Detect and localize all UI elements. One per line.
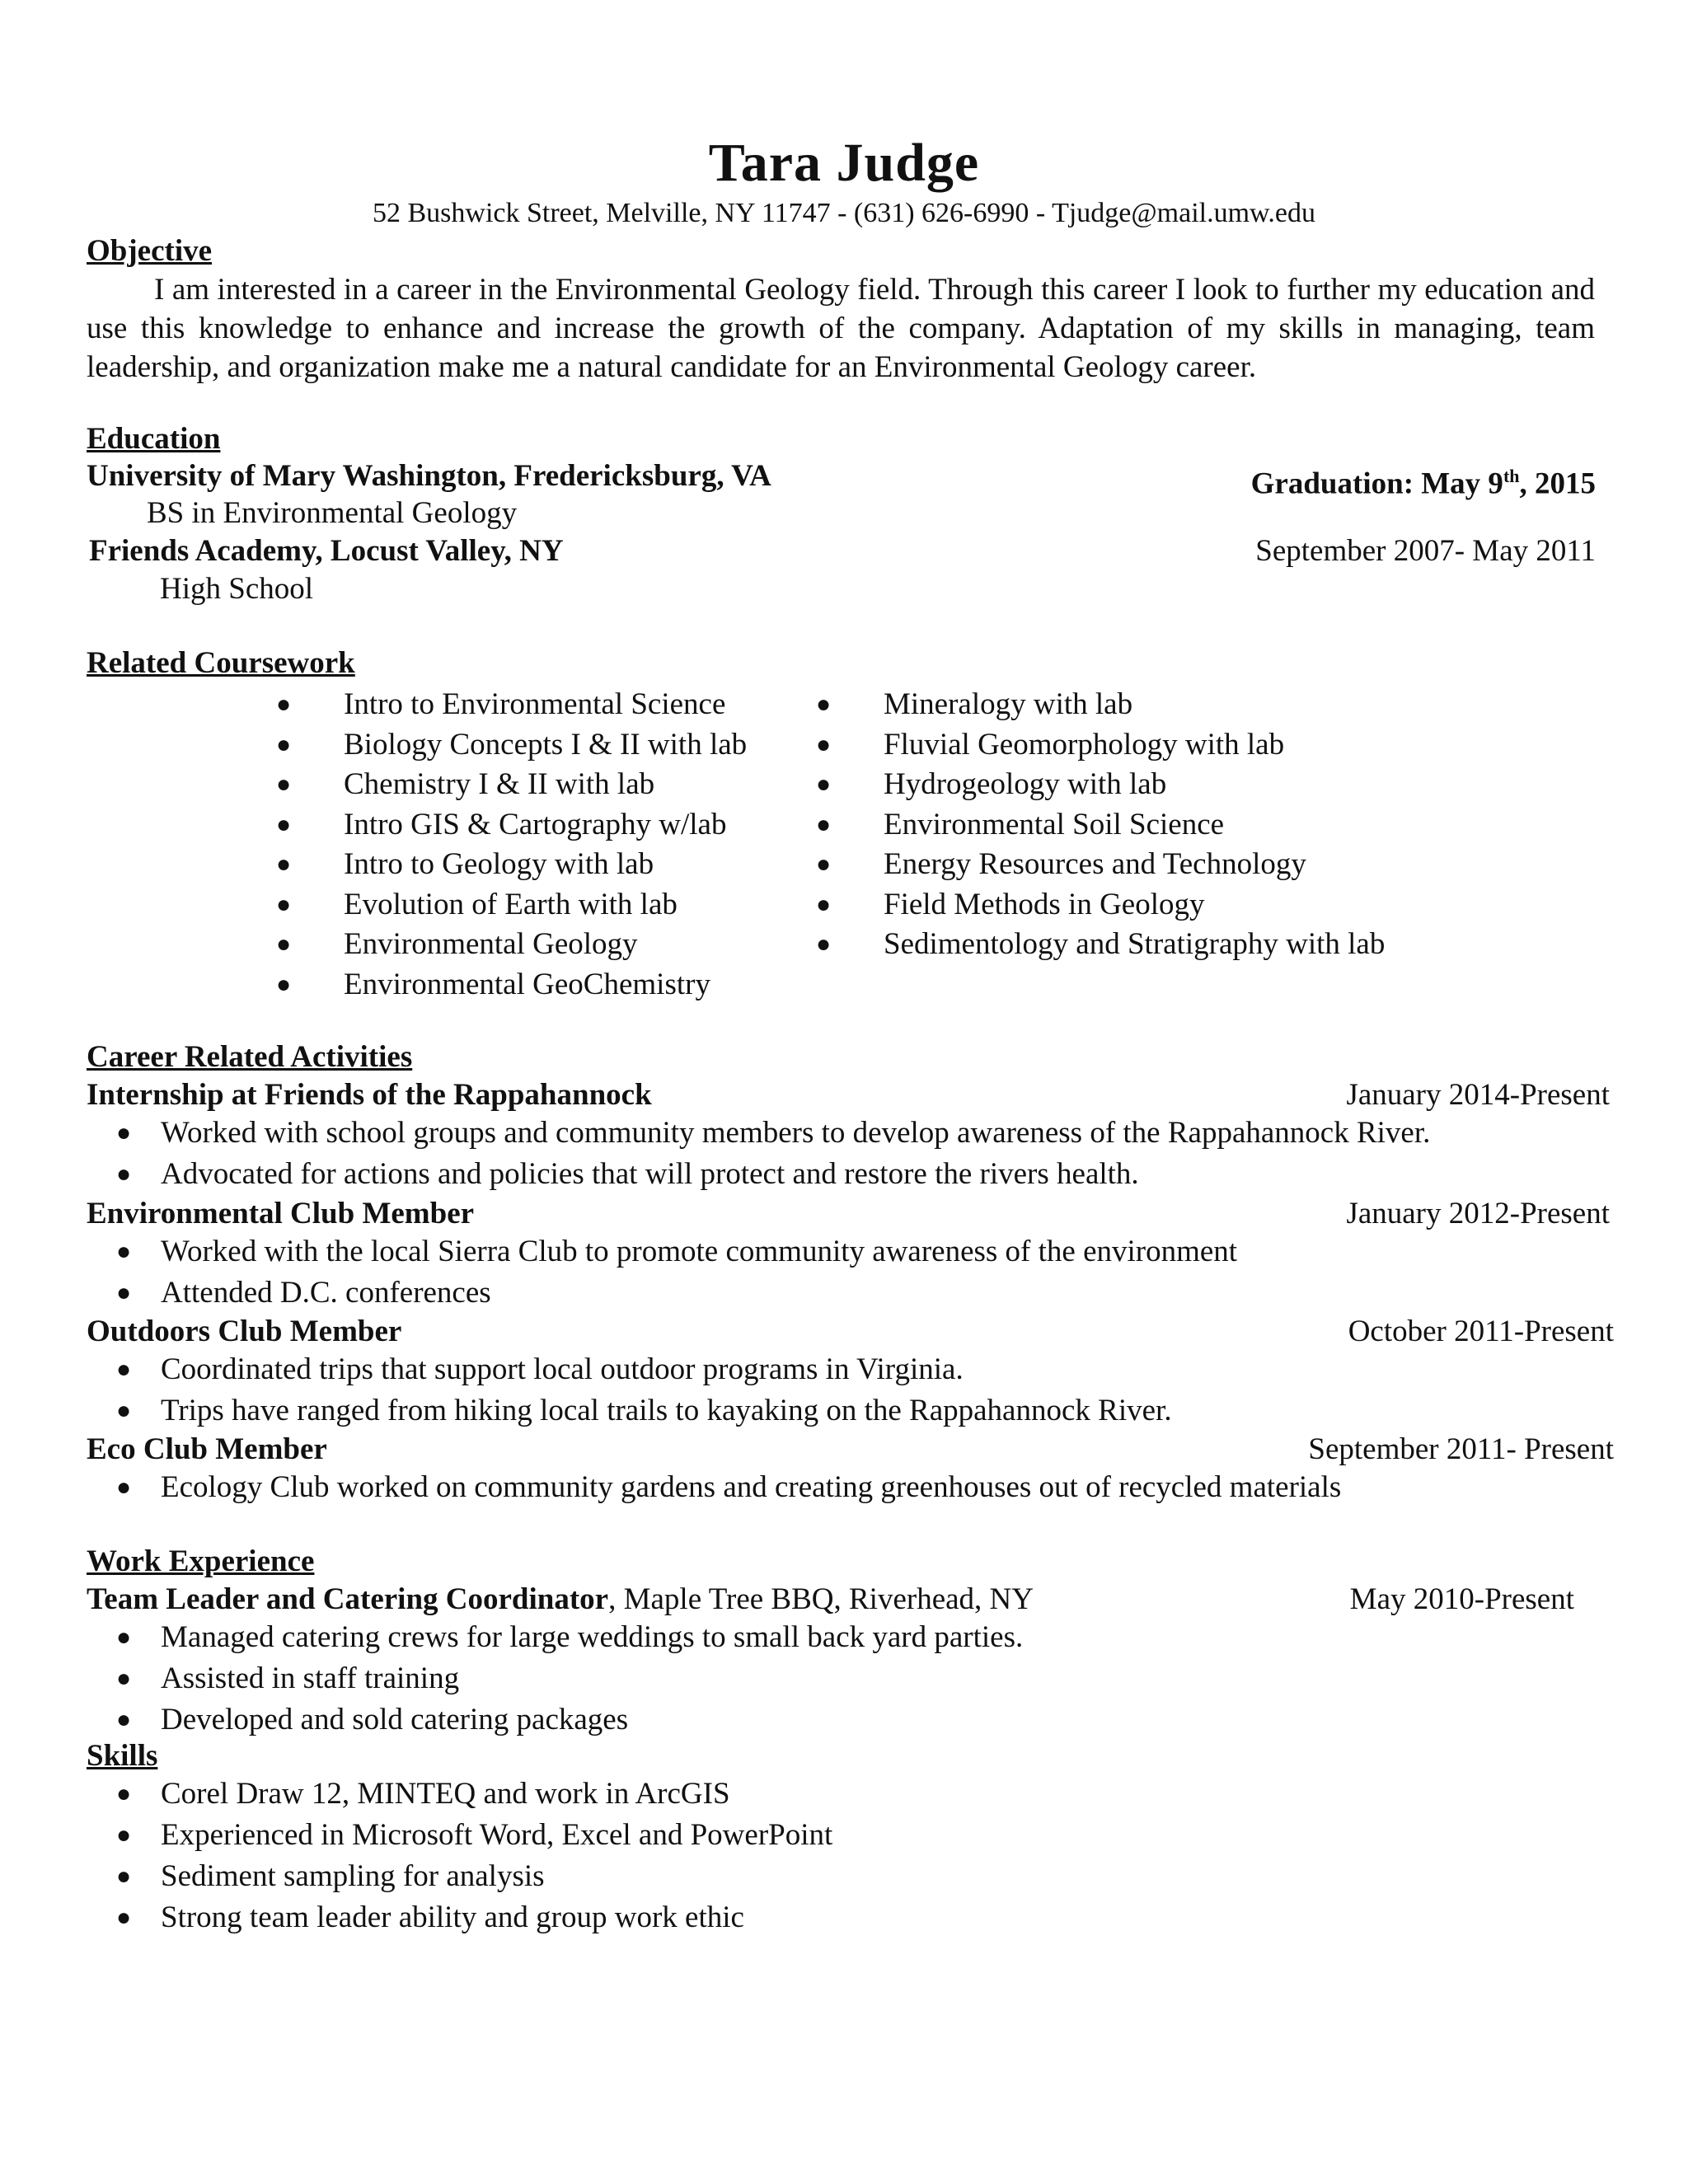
school-2: Friends Academy, Locust Valley, NY <box>89 534 564 568</box>
list-item: ● Hydrogeology with lab <box>884 764 1385 804</box>
work-heading: Work Experience <box>87 1544 315 1578</box>
bullet-icon: ● <box>276 691 292 718</box>
bullet-icon: ● <box>276 810 292 838</box>
coursework-right-list <box>816 684 1386 964</box>
list-item: ● Intro to Geology with lab <box>344 844 747 884</box>
list-item: ● Assisted in staff training <box>87 1658 1023 1699</box>
activity-bullets <box>87 1467 1341 1508</box>
objective-text: I am interested in a career in the Environmental Geology field. Through this career I look to further my education and use this knowledge to enhance and increase the growth of the company. Adaptation of my skills in managing, team leadership, and organization make me a natural candidate for an Environmental Geology career. <box>87 273 1595 384</box>
bullet-icon: ● <box>116 1780 132 1807</box>
activity-title: Internship at Friends of the Rappahannock <box>87 1078 652 1112</box>
degree-2: High School <box>160 572 314 606</box>
bullet-icon: ● <box>116 1665 132 1692</box>
activity-bullets <box>87 1349 1172 1432</box>
bullet-icon: ● <box>116 1397 132 1424</box>
bullet-icon: ● <box>116 1238 132 1265</box>
list-item: ● Field Methods in Geology <box>884 884 1385 925</box>
activity-dates: January 2014-Present <box>1346 1078 1610 1112</box>
bullet-icon: ● <box>116 1821 132 1849</box>
work-position <box>87 1581 1034 1619</box>
work-title: Team Leader and Catering Coordinator <box>87 1582 609 1616</box>
bullet-icon: ● <box>276 930 292 958</box>
bullet-icon: ● <box>116 1904 132 1931</box>
list-item: ● Worked with school groups and community members to develop awareness of the Rappahannock River. <box>87 1113 1430 1154</box>
work-dates: May 2010-Present <box>1349 1582 1574 1616</box>
list-item: ● Sedimentology and Stratigraphy with lab <box>884 924 1385 964</box>
activity-bullets <box>87 1113 1430 1195</box>
activity-title: Eco Club Member <box>87 1432 327 1466</box>
list-item: ● Intro to Environmental Science <box>344 684 747 724</box>
graduation-prefix: Graduation: May 9 <box>1250 466 1503 501</box>
activity-dates: September 2011- Present <box>1308 1432 1614 1466</box>
list-item: ● Environmental Soil Science <box>884 804 1385 845</box>
coursework-left-list <box>276 684 748 1004</box>
list-item: ● Intro GIS & Cartography w/lab <box>344 804 747 845</box>
list-item: ● Attended D.C. conferences <box>87 1272 1237 1314</box>
bullet-icon: ● <box>276 890 292 918</box>
bullet-icon: ● <box>116 1706 132 1733</box>
graduation-suffix: , 2015 <box>1519 466 1596 501</box>
list-item: ● Developed and sold catering packages <box>87 1699 1023 1741</box>
work-bullets <box>87 1617 1023 1741</box>
list-item: ● Sediment sampling for analysis <box>87 1856 832 1897</box>
list-item: ● Environmental Geology <box>344 924 747 964</box>
bullet-icon: ● <box>816 691 832 718</box>
bullet-icon: ● <box>116 1279 132 1306</box>
bullet-icon: ● <box>116 1160 132 1188</box>
list-item: ● Fluvial Geomorphology with lab <box>884 724 1385 765</box>
bullet-icon: ● <box>816 851 832 878</box>
list-item: ● Trips have ranged from hiking local trails to kayaking on the Rappahannock River. <box>87 1390 1172 1432</box>
skills-bullets <box>87 1774 832 1938</box>
list-item: ● Worked with the local Sierra Club to promote community awareness of the environment <box>87 1231 1237 1272</box>
bullet-icon: ● <box>816 730 832 758</box>
graduation-date <box>1251 457 1596 503</box>
bullet-icon: ● <box>816 930 832 958</box>
list-item: ● Mineralogy with lab <box>884 684 1385 724</box>
list-item: ● Managed catering crews for large weddings to small back yard parties. <box>87 1617 1023 1658</box>
activity-title: Outdoors Club Member <box>87 1315 402 1348</box>
bullet-icon: ● <box>116 1474 132 1501</box>
bullet-icon: ● <box>276 771 292 798</box>
school-2-dates: September 2007- May 2011 <box>1255 534 1596 568</box>
bullet-icon: ● <box>116 1624 132 1651</box>
bullet-icon: ● <box>276 730 292 758</box>
bullet-icon: ● <box>816 810 832 838</box>
list-item: ● Strong team leader ability and group work ethic <box>87 1897 832 1938</box>
list-item: ● Evolution of Earth with lab <box>344 884 747 925</box>
activities-heading: Career Related Activities <box>87 1040 413 1074</box>
bullet-icon: ● <box>816 771 832 798</box>
list-item: ● Experienced in Microsoft Word, Excel and PowerPoint <box>87 1815 832 1856</box>
list-item: ● Chemistry I & II with lab <box>344 764 747 804</box>
graduation-sup: th <box>1503 466 1520 486</box>
objective-heading: Objective <box>87 234 213 268</box>
candidate-name: Tara Judge <box>708 133 980 193</box>
list-item: ● Ecology Club worked on community gardens and creating greenhouses out of recycled materials <box>87 1467 1341 1508</box>
bullet-icon: ● <box>116 1863 132 1890</box>
list-item: ● Energy Resources and Technology <box>884 844 1385 884</box>
contact-line: 52 Bushwick Street, Melville, NY 11747 - (631) 626-6990 - Tjudge@mail.umw.edu <box>372 198 1315 228</box>
activity-title: Environmental Club Member <box>87 1197 475 1230</box>
bullet-icon: ● <box>116 1356 132 1383</box>
bullet-icon: ● <box>816 890 832 918</box>
work-employer: , Maple Tree BBQ, Riverhead, NY <box>608 1582 1034 1616</box>
education-heading: Education <box>87 422 221 456</box>
list-item: ● Corel Draw 12, MINTEQ and work in ArcGIS <box>87 1774 832 1815</box>
coursework-heading: Related Coursework <box>87 646 355 680</box>
degree-1: BS in Environmental Geology <box>147 496 518 530</box>
school-1: University of Mary Washington, Fredericksburg, VA <box>87 459 771 493</box>
bullet-icon: ● <box>276 970 292 998</box>
activity-dates: October 2011-Present <box>1348 1315 1614 1348</box>
list-item: ● Environmental GeoChemistry <box>344 964 747 1005</box>
bullet-icon: ● <box>276 851 292 878</box>
list-item: ● Biology Concepts I & II with lab <box>344 724 747 765</box>
list-item: ● Coordinated trips that support local outdoor programs in Virginia. <box>87 1349 1172 1390</box>
bullet-icon: ● <box>116 1119 132 1146</box>
list-item: ● Advocated for actions and policies that will protect and restore the rivers health. <box>87 1154 1430 1195</box>
activity-bullets <box>87 1231 1237 1314</box>
activity-dates: January 2012-Present <box>1346 1197 1610 1230</box>
skills-heading: Skills <box>87 1739 158 1773</box>
